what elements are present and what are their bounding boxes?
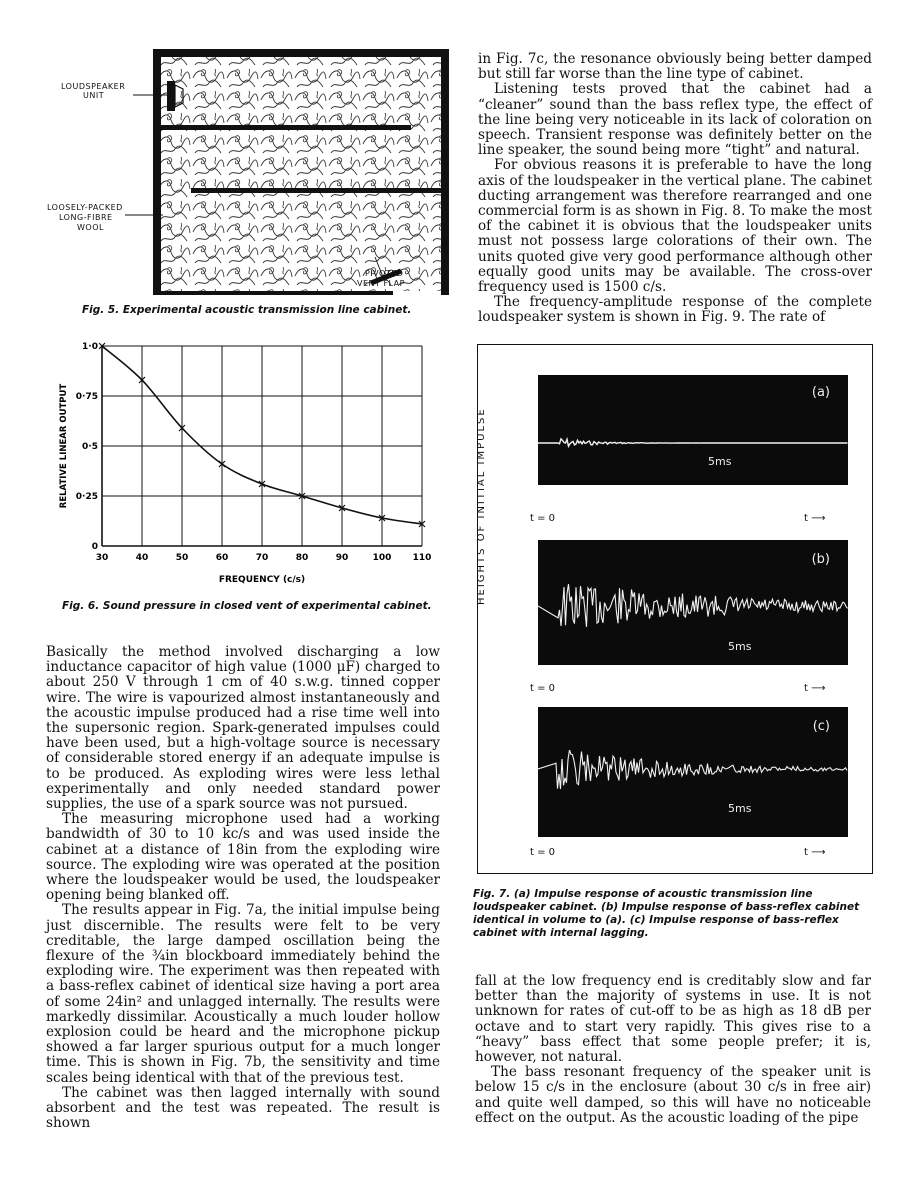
panel-a-scale: 5ms (708, 455, 732, 468)
t-label-a: t (804, 513, 808, 524)
xtick-label-100: 100 (372, 553, 392, 563)
panel-a-label: (a) (811, 385, 830, 400)
xtick-label-80: 80 (295, 553, 309, 563)
label-unit: UNIT (83, 91, 105, 100)
fig7-panel-c (538, 707, 848, 837)
cabinet-top-wall (153, 49, 449, 57)
ytick-label-4: 1·0 (82, 342, 98, 352)
baffle-lower (191, 188, 441, 193)
x-axis-label: FREQUENCY (c/s) (218, 575, 306, 585)
right-para-3: For obvious reasons it is preferable to have the long axis of the loudspeaker in the vertical plane. The cabinet ducting arrangement was therefore rearranged and one commercial form is as shown in Fig. 8. To make the most of the cabinet it is obvious that the loudspeaker units must not possess large colorations of their own. The units quoted give very good performance although other equally good units may be available. The cross-over frequency used is 1500 c/s. (478, 157, 872, 296)
fig5-caption: Fig. 5. Experimental acoustic transmission line cabinet. (82, 304, 412, 316)
xtick-label-60: 60 (215, 553, 229, 563)
fig6-chart (50, 340, 450, 590)
fig7-caption-text: (a) Impulse response of acoustic transmission line loudspeaker cabinet. (b) Impulse response of bass-reflex cabinet identical in volume to (a). (c) Impulse response of bass-reflex cabinet with internal lagging. (473, 888, 860, 939)
label-loosely-packed: LOOSELY-PACKED (47, 203, 123, 212)
label-pivoted: PIVOTED (365, 269, 404, 278)
t-label-b: t (804, 683, 808, 694)
xtick-label-30: 30 (95, 553, 109, 563)
label-long-fibre: LONG-FIBRE (59, 213, 113, 222)
trace-c (538, 707, 848, 837)
cabinet-left-wall-upper (153, 49, 161, 109)
cabinet-right-wall (441, 49, 449, 295)
label-loudspeaker: LOUDSPEAKER (61, 82, 126, 91)
left-column-text (46, 645, 440, 1132)
xtick-label-50: 50 (175, 553, 189, 563)
xtick-label-90: 90 (335, 553, 349, 563)
label-vent-flap: VENT FLAP (357, 279, 405, 288)
right-para-1: in Fig. 7c, the resonance obviously being better damped but still far worse than the line type of cabinet. (478, 51, 872, 83)
fig5-cabinet-diagram (47, 45, 455, 295)
left-para-4: The cabinet was then lagged internally with sound absorbent and the test was repeated. The result is shown (46, 1084, 440, 1132)
fig7-frame (477, 344, 873, 874)
trace-b (538, 540, 848, 665)
t0-c: t = 0 (530, 847, 556, 858)
ytick-label-0: 0 (91, 542, 98, 552)
ytick-label-2: 0·5 (82, 442, 98, 452)
t-label-c: t (804, 847, 808, 858)
xtick-label-110: 110 (412, 553, 432, 563)
fig7-panel-b (538, 540, 848, 665)
t0-a: t = 0 (530, 513, 556, 524)
tarrow-a: t ⟶ (804, 513, 826, 524)
trace-a (538, 375, 848, 485)
left-para-3: The results appear in Fig. 7a, the initial impulse being just discernible. The results were felt to be very creditable, the large damped oscillation being the flexure of the ¾in blockboard immediately behind the exploding wire. The experiment was then repeated with a bass-reflex cabinet of identical size having a port area of some 24in² and unlagged internally. The results were markedly dissimilar. Acoustically a much louder hollow explosion could be heard and the microphone pickup showed a far larger spurious output for a much longer time. This is shown in Fig. 7b, the sensitivity and time scales being identical with that of the previous test. (46, 902, 440, 1086)
right-column-top-text (478, 52, 872, 326)
fig6-svg (50, 340, 450, 590)
panel-b-scale: 5ms (728, 640, 752, 653)
right-bottom-para-1: fall at the low frequency end is creditably slow and far better than the majority of systems in use. It is not unknown for rates of cut-off to be as high as 18 dB per octave and to start very rapidly. This gives rise to a “heavy” bass effect that some people prefer; it is, however, not natural. (475, 973, 871, 1066)
left-para-2: The measuring microphone used had a working bandwidth of 30 to 10 kc/s and was used inside the cabinet at a distance of 18in from the exploding wire source. The exploding wire was operated at the position where the loudspeaker would be used, the loudspeaker opening being blanked off. (46, 811, 440, 904)
fig7-caption-label: Fig. 7. (473, 888, 511, 900)
cabinet-bottom-wall (153, 291, 393, 295)
fig6-caption: Fig. 6. Sound pressure in closed vent of experimental cabinet. (62, 600, 432, 612)
ytick-label-1: 0·25 (75, 492, 98, 502)
fig7-side-label: HEIGHTS OF INITIAL IMPULSE (476, 407, 487, 605)
xtick-label-70: 70 (255, 553, 269, 563)
cabinet-left-wall-lower (153, 109, 161, 295)
left-para-1: Basically the method involved discharging a low inductance capacitor of high value (1000 μF) charged to about 250 V through 1 cm of 40 s.w.g. tinned copper wire. The wire is vapourized almost instantaneously and the acoustic impulse produced had a rise time well into the supersonic region. Spark-generated impulses could have been used, but a high-voltage source is necessary of considerable stored energy if an adequate impulse is to be produced. As exploding wires were less lethal experimentally and only needed standard power supplies, the use of a spark source was not pursued. (46, 644, 440, 813)
tarrow-b: t ⟶ (804, 683, 826, 694)
baffle-upper (161, 125, 411, 130)
loudspeaker-unit-shape (167, 81, 175, 111)
t0-b: t = 0 (530, 683, 556, 694)
panel-c-label: (c) (812, 719, 830, 734)
panel-b-label: (b) (811, 552, 830, 567)
right-column-bottom-text (475, 974, 871, 1126)
right-para-2: Listening tests proved that the cabinet had a “cleaner” sound than the bass reflex type, the effect of the line being very noticeable in its lack of coloration on speech. Transient response was definitely better on the line speaker, the sound being more “tight” and natural. (478, 81, 872, 159)
ytick-label-3: 0·75 (75, 392, 98, 402)
fig7-caption (473, 888, 873, 940)
tarrow-c: t ⟶ (804, 847, 826, 858)
fig7-panel-a (538, 375, 848, 485)
right-para-4: The frequency-amplitude response of the complete loudspeaker system is shown in Fig. 9. The rate of (478, 294, 872, 326)
y-axis-label: RELATIVE LINEAR OUTPUT (59, 383, 69, 509)
xtick-label-40: 40 (135, 553, 149, 563)
wool-fill (161, 57, 441, 291)
panel-c-scale: 5ms (728, 802, 752, 815)
label-wool: WOOL (77, 223, 104, 232)
right-bottom-para-2: The bass resonant frequency of the speaker unit is below 15 c/s in the enclosure (about 30 c/s in free air) and quite well damped, so this will have no noticeable effect on the output. As the acoustic loading of the pipe (475, 1064, 871, 1126)
